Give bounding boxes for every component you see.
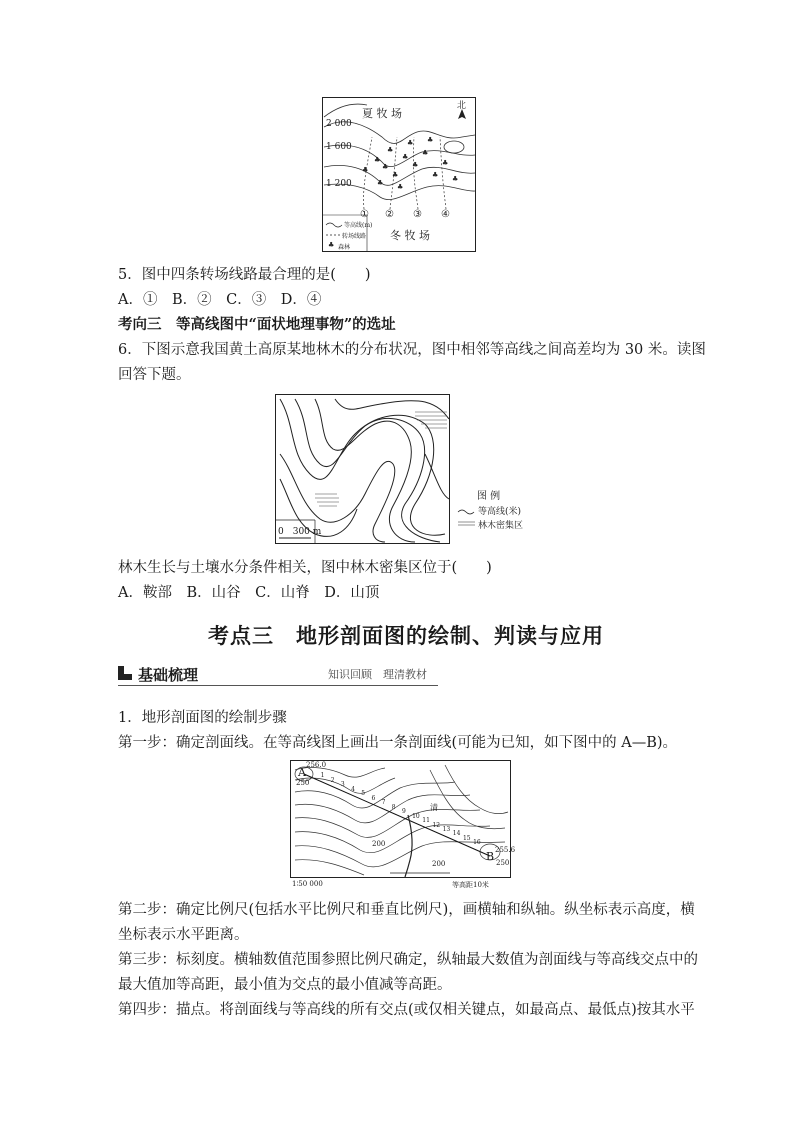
legend-contour-label: 等高线(米): [478, 507, 522, 517]
svg-text:♣: ♣: [382, 163, 389, 171]
question-6-line2: 回答下题。: [118, 367, 191, 383]
section-bar-right-label: 知识回顾 理清教材: [328, 668, 427, 681]
step-3-line1: 第三步：标刻度。横轴数值范围参照比例尺确定，纵轴最大数值为剖面线与等高线交点中的: [118, 952, 698, 968]
contour-2000-label: 2 000: [326, 119, 352, 129]
point-b-height: 255.6: [495, 846, 516, 854]
svg-text:♣: ♣: [442, 159, 449, 167]
section-bar-label: 基础梳理: [138, 666, 199, 684]
section-bar-square-icon: [118, 666, 132, 680]
profile-tick-label: 13: [442, 825, 451, 833]
loess-forest-map: [275, 394, 545, 544]
profile-tick-label: 9: [401, 808, 406, 816]
contour-interval-label: 等高距10米: [452, 881, 489, 889]
section-title: 考点三 地形剖面图的绘制、判读与应用: [208, 624, 604, 648]
contour-250-b: 250: [496, 859, 510, 867]
contour-250-a: 250: [296, 779, 310, 787]
north-label: 北: [457, 101, 467, 111]
svg-text:♣: ♣: [452, 175, 459, 183]
svg-text:♣: ♣: [432, 171, 439, 179]
map-scale-label: 1∶50 000: [292, 880, 323, 888]
question-5-options: A．① B．② C．③ D．④: [118, 292, 322, 308]
legend-title: 图 例: [477, 491, 501, 502]
profile-tick-label: 2: [330, 776, 335, 784]
point-a-label: A: [298, 766, 306, 779]
legend-forest-label: 林木密集区: [478, 521, 524, 531]
contour-1600-label: 1 600: [326, 142, 352, 152]
svg-text:♣: ♣: [377, 179, 384, 187]
point-b-label: B: [486, 850, 495, 863]
profile-tick-label: 11: [422, 817, 430, 825]
profile-tick-label: 16: [473, 839, 481, 847]
steps-title: 1．地形剖面图的绘制步骤: [118, 710, 287, 726]
profile-tick-label: 15: [462, 834, 471, 842]
question-6-line1: 6．下图示意我国黄土高原某地林木的分布状况，图中相邻等高线之间高差均为 30 米。读图: [118, 342, 706, 358]
scale-label: 0 300 m: [278, 527, 322, 537]
svg-text:♣: ♣: [362, 166, 369, 174]
pasture-contour-map: [322, 97, 476, 252]
svg-text:♣: ♣: [422, 149, 429, 157]
legend-route-label: 转场线路: [342, 233, 367, 240]
profile-tick-label: 8: [391, 803, 396, 811]
step-2-line1: 第二步：确定比例尺(包括水平比例尺和垂直比例尺)，画横轴和纵轴。纵坐标表示高度，横: [118, 902, 695, 918]
svg-text:♣: ♣: [427, 136, 434, 144]
svg-text:♣: ♣: [328, 241, 335, 249]
topic-3-heading: 考向三 等高线图中“面状地理事物”的选址: [118, 316, 396, 333]
profile-contour-map: [290, 760, 516, 890]
profile-tick-label: 14: [452, 830, 461, 838]
svg-text:♣: ♣: [374, 156, 381, 164]
svg-text:♣: ♣: [407, 139, 414, 147]
profile-tick-label: 5: [361, 790, 366, 798]
step-2-line2: 坐标表示水平距离。: [118, 927, 249, 943]
route-2-label: ②: [385, 209, 394, 220]
profile-tick-label: 4: [351, 785, 355, 793]
question-6-stem: 林木生长与土壤水分条件相关，图中林木密集区位于( ): [118, 560, 492, 576]
question-6-options: A．鞍部 B．山谷 C．山脊 D．山顶: [118, 585, 380, 601]
route-1-label: ①: [360, 209, 369, 220]
route-3-label: ③: [413, 209, 422, 220]
svg-text:♣: ♣: [387, 146, 394, 154]
step-4-line1: 第四步：描点。将剖面线与等高线的所有交点(或仅相关键点，如最高点、最低点)按其水平: [118, 1002, 695, 1018]
contour-200-a: 200: [372, 840, 386, 848]
step-3-line2: 最大值加等高距，最小值为交点的最小值减等高距。: [118, 977, 452, 993]
profile-tick-label: 3: [340, 781, 345, 789]
profile-tick-label: 7: [381, 799, 386, 807]
legend-contour-label: 等高线(m): [344, 222, 373, 229]
step-1: 第一步：确定剖面线。在等高线图上画出一条剖面线(可能为已知，如下图中的 A—B)。: [118, 735, 678, 751]
svg-text:♣: ♣: [397, 183, 404, 191]
profile-tick-label: 6: [371, 794, 376, 802]
svg-text:♣: ♣: [412, 161, 419, 169]
profile-tick-label: 12: [432, 821, 441, 829]
summer-pasture-label: 夏 牧 场: [362, 107, 402, 120]
winter-pasture-label: 冬 牧 场: [390, 229, 430, 242]
question-5-stem: 5．图中四条转场线路最合理的是( ): [118, 267, 371, 283]
legend-forest-label: 森林: [338, 244, 351, 251]
river-label: 清: [430, 803, 438, 812]
svg-text:♣: ♣: [402, 153, 409, 161]
contour-1200-label: 1 200: [326, 179, 352, 189]
profile-tick-label: 1: [320, 772, 325, 780]
route-4-label: ④: [441, 209, 450, 220]
svg-text:♣: ♣: [392, 171, 399, 179]
section-bar: [118, 662, 438, 686]
profile-tick-label: 10: [412, 812, 420, 820]
contour-200-b: 200: [432, 860, 446, 868]
point-a-height: 256.0: [306, 761, 327, 769]
